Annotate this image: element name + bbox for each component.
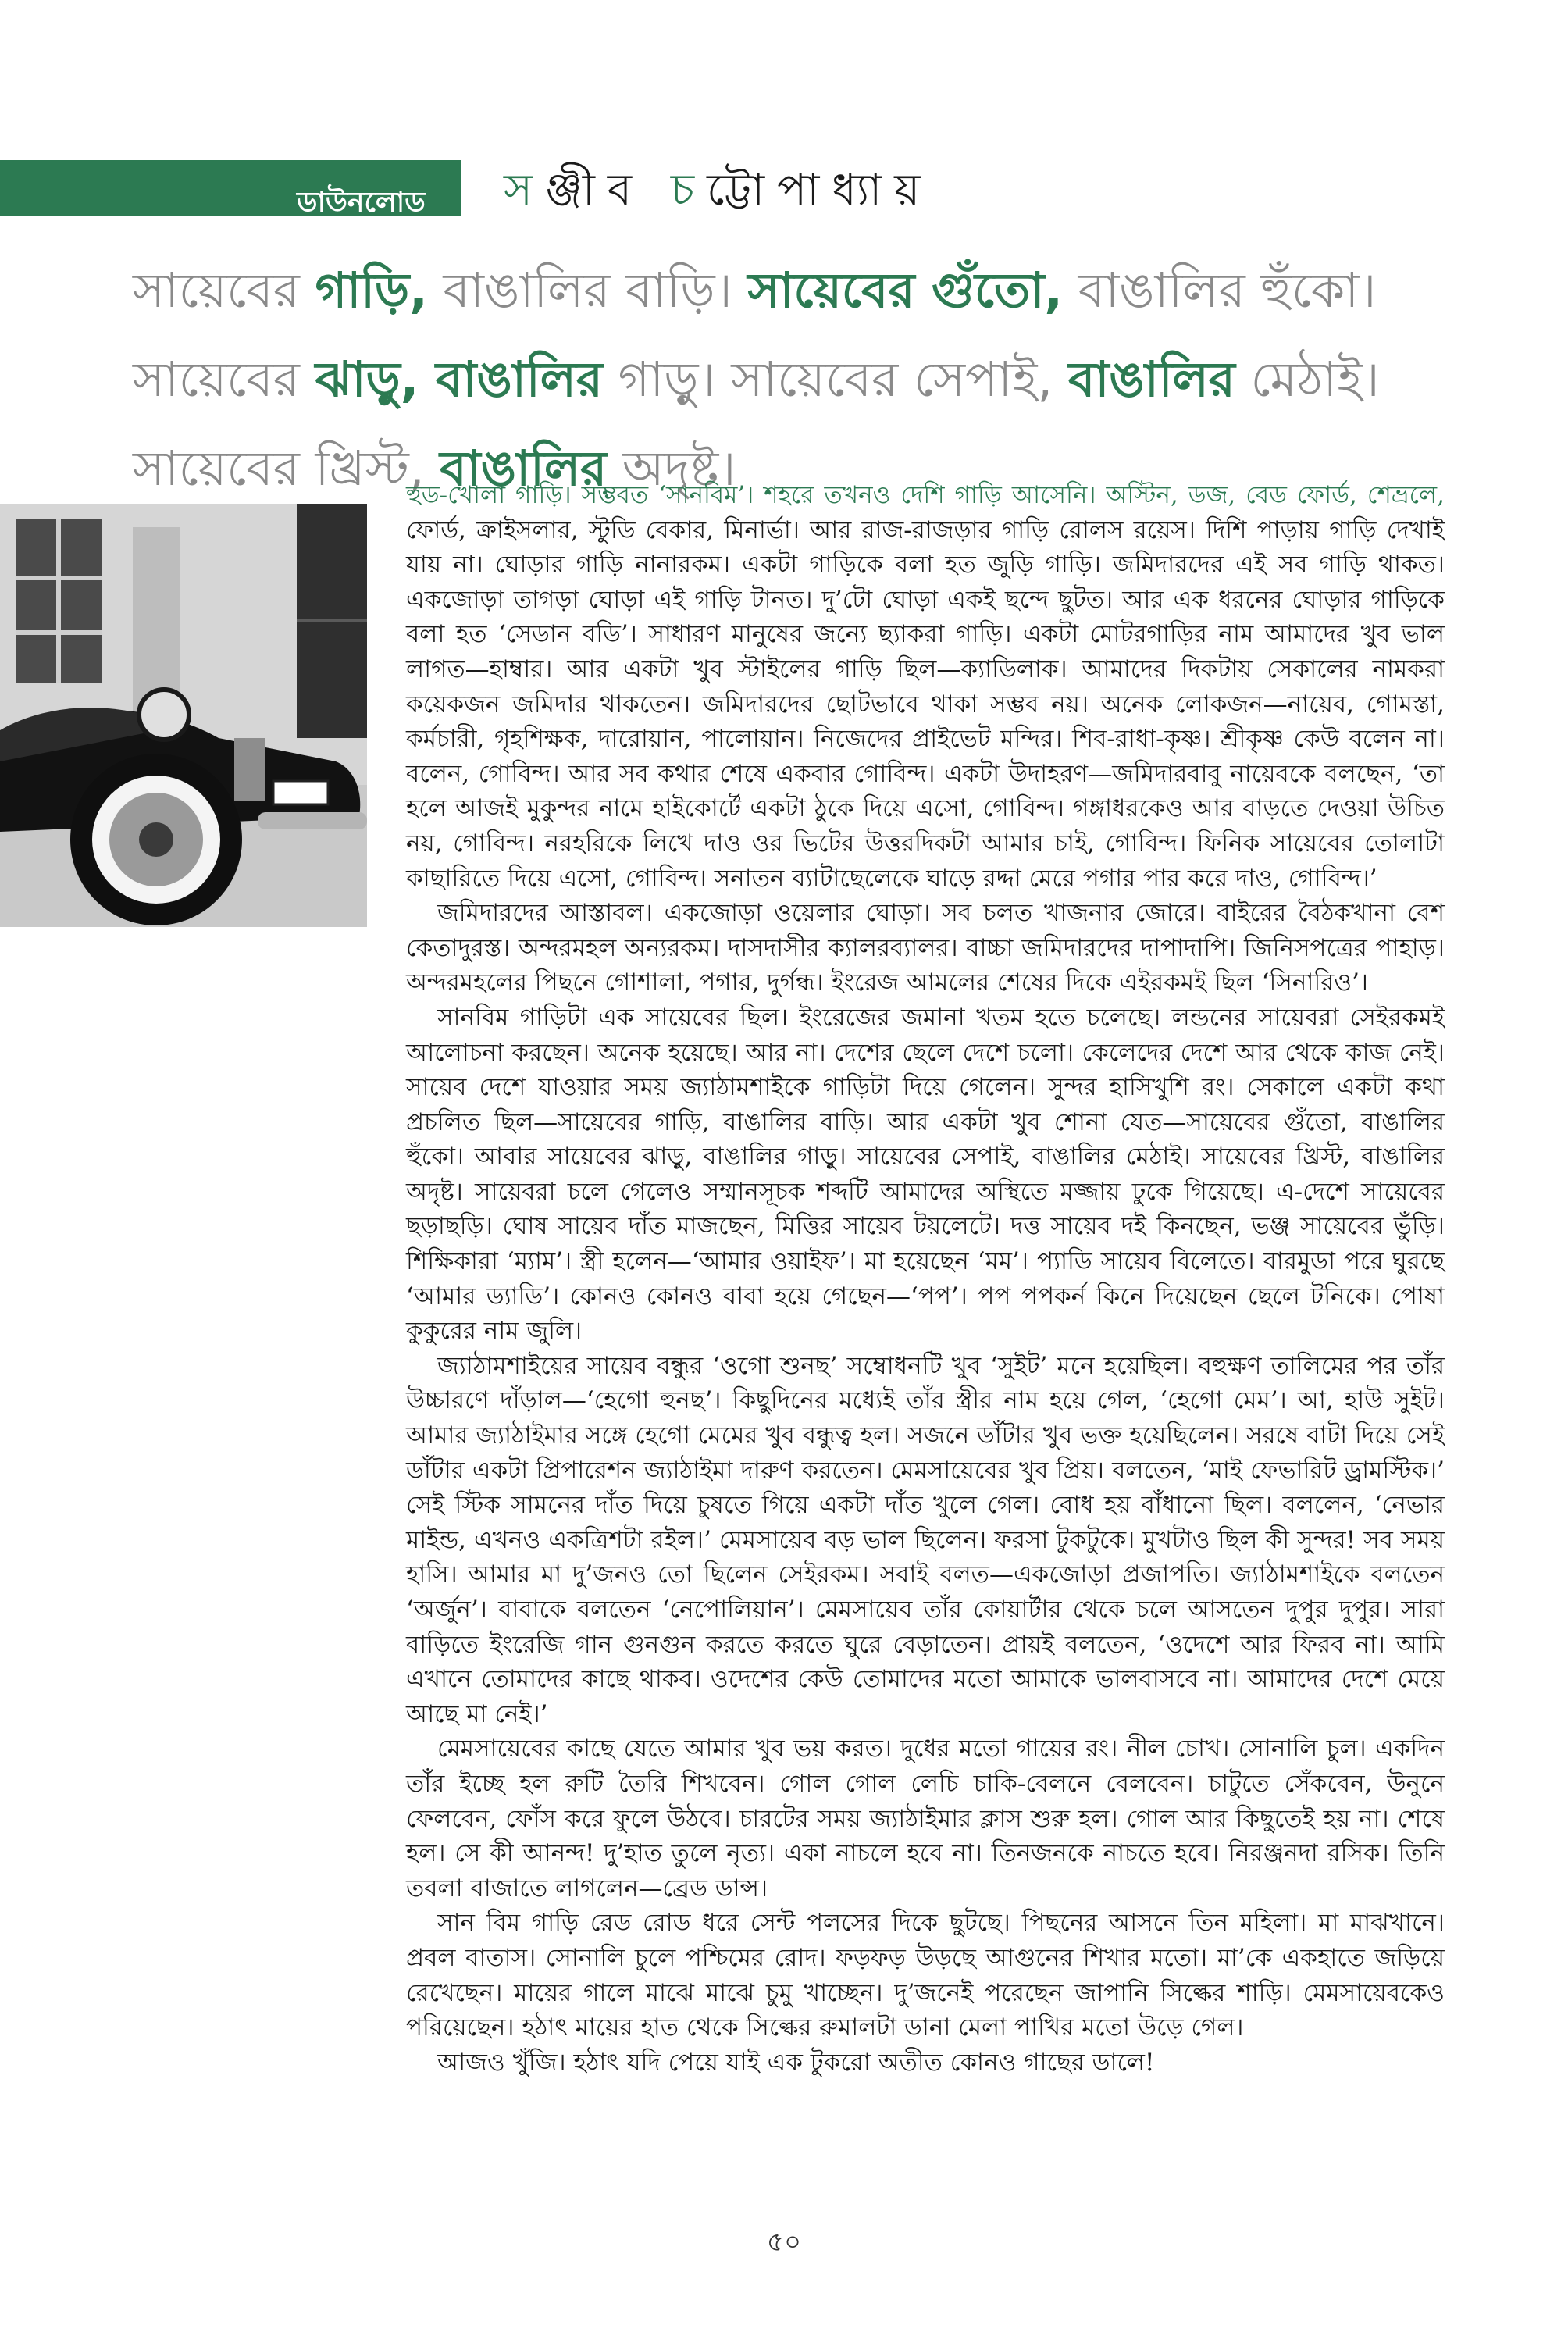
article-body <box>406 478 1445 2080</box>
paragraph <box>406 478 1445 896</box>
paragraph-lead: হুড-খোলা গাড়ি। সম্ভবত ‘সানবিম’। শহরে তখনও দেশি গাড়ি আসেনি। অস্টিন, ডজ, বেড ফোর্ড, শেভ্রলে, <box>406 481 1445 509</box>
headline-text: সায়েবের <box>133 262 315 319</box>
headline-text: বাঙালির হুঁকো। <box>1062 262 1377 319</box>
headline-text: বাঙালির বাড়ি। <box>427 262 748 319</box>
headline-text: মেঠাই। <box>1235 351 1380 408</box>
headline-highlight: ঝাড়ু, বাঙালির <box>315 351 603 408</box>
headline-text: অদৃষ্ট। <box>607 440 736 497</box>
paragraph: মেমসায়েবের কাছে যেতে আমার খুব ভয় করত। দুধের মতো গায়ের রং। নীল চোখ। সোনালি চুল। একদিন তাঁর ইচ্ছে হল রুটি তৈরি শিখবেন। গোল গোল লেচি চাকি-বেলনে বেলবেন। চাটুতে সেঁকবেন, উনুনে ফেলবেন, ফোঁস করে ফুলে উঠবে। চারটের সময় জ্যাঠাইমার ক্লাস শুরু হল। গোল আর কিছুতেই হয় না। শেষে হল। সে কী আনন্দ! দু’হাত তুলে নৃত্য। একা নাচলে হবে না। তিনজনকে নাচতে হবে। নিরঞ্জনদা রসিক। তিনি তবলা বাজাতে লাগলেন—ব্রেড ডান্স। <box>406 1735 1445 1902</box>
headline-highlight: সায়েবের গুঁতো, <box>747 262 1063 319</box>
headline-text: গাড়ু। সায়েবের সেপাই, <box>602 351 1068 408</box>
author-name <box>504 156 932 230</box>
author-first-rest: ঞ্জীব <box>545 165 645 216</box>
headline-highlight: বাঙালির <box>1067 351 1235 408</box>
headline <box>133 246 1429 513</box>
author-first-initial: স <box>504 165 545 216</box>
paragraph: জ্যাঠামশাইয়ের সায়েব বন্ধুর ‘ওগো শুনছ’ সম্বোধনটি খুব ‘সুইট’ মনে হয়েছিল। বহুক্ষণ তালিমের পর তাঁর উচ্চারণে দাঁড়াল—‘হেগো হুনছ’। কিছুদিনের মধ্যেই তাঁর স্ত্রীর নাম হয়ে গেল, ‘হেগো মেম’। আ, হাউ সুইট। আমার জ্যাঠাইমার সঙ্গে হেগো মেমের খুব বন্ধুত্ব হল। সজনে ডাঁটার খুব ভক্ত হয়েছিলেন। সরষে বাটা দিয়ে সেই ডাঁটার একটা প্রিপারেশন জ্যাঠাইমা দারুণ করতেন। মেমসায়েবের খুব প্রিয়। বলতেন, ‘মাই ফেভারিট ড্রামস্টিক।’ সেই স্টিক সামনের দাঁত দিয়ে চুষতে গিয়ে একটা দাঁত খুলে গেল। বোধ হয় বাঁধানো ছিল। বললেন, ‘নেভার মাইন্ড, এখনও একত্রিশটা রইল।’ মেমসায়েব বড় ভাল ছিলেন। ফরসা টুকটুকে। মুখটাও ছিল কী সুন্দর! সব সময় হাসি। আমার মা দু’জনও তো ছিলেন সেইরকম। সবাই বলত—একজোড়া প্রজাপতি। জ্যাঠামশাইকে বলতেন ‘অর্জুন’। বাবাকে বলতেন ‘নেপোলিয়ান’। মেমসায়েব তাঁর কোয়ার্টার থেকে চলে আসতেন দুপুর দুপুর। সারা বাড়িতে ইংরেজি গান গুনগুন করতে করতে ঘুরে বেড়াতেন। প্রায়ই বলতেন, ‘ওদেশে আর ফিরব না। আমি এখানে তোমাদের কাছে থাকব। ওদেশের কেউ তোমাদের মতো আমাকে ভালবাসবে না। আমাদের দেশে মেয়ে আছে মা নেই।’ <box>406 1351 1445 1728</box>
headline-line-1 <box>133 246 1429 335</box>
paragraph: সানবিম গাড়িটা এক সায়েবের ছিল। ইংরেজের জমানা খতম হতে চলেছে। লন্ডনের সায়েবরা সেইরকমই আলোচনা করছেন। অনেক হয়েছে। আর না। দেশের ছেলে দেশে চলো। কেলেদের দেশে আর থেকে কাজ নেই। সায়েব দেশে যাওয়ার সময় জ্যাঠামশাইকে গাড়িটা দিয়ে গেলেন। সুন্দর হাসিখুশি রং। সেকালে একটা কথা প্রচলিত ছিল—সায়েবের গাড়ি, বাঙালির বাড়ি। আর একটা খুব শোনা যেত—সায়েবের গুঁতো, বাঙালির হুঁকো। আবার সায়েবের ঝাড়ু, বাঙালির গাড়ু। সায়েবের সেপাই, বাঙালির মেঠাই। সায়েবের খ্রিস্ট, বাঙালির অদৃষ্ট। সায়েবরা চলে গেলেও সম্মানসূচক শব্দটি আমাদের অস্থিতে মজ্জায় ঢুকে গিয়েছে। এ-দেশে সায়েবের ছড়াছড়ি। ঘোষ সায়েব দাঁত মাজছেন, মিত্তির সায়েব টয়লেটে। দত্ত সায়েব দই কিনছেন, ভঞ্জ সায়েবের ভুঁড়ি। শিক্ষিকারা ‘ম্যাম’। স্ত্রী হলেন—‘আমার ওয়াইফ’। মা হয়েছেন ‘মম’। প্যাডি সায়েব বিলেতে। বারমুডা পরে ঘুরছে ‘আমার ড্যাডি’। কোনও কোনও বাবা হয়ে গেছেন—‘পপ’। পপ পপকর্ন কিনে দিয়েছেন ছেলে টনিকে। পোষা কুকুরের নাম জুলি। <box>406 1003 1445 1346</box>
author-last-initial: চ <box>670 165 707 216</box>
car-illustration <box>0 504 367 927</box>
paragraph-text: ফোর্ড, ক্রাইসলার, স্টুডি বেকার, মিনার্ভা। আর রাজ-রাজড়ার গাড়ি রোলস রয়েস। দিশি পাড়ায় গাড়ি দেখাই যায় না। ঘোড়ার গাড়ি নানারকম। একটা গাড়িকে বলা হত জুড়ি গাড়ি। জমিদারদের এই সব গাড়ি থাকত। একজোড়া তাগড়া ঘোড়া এই গাড়ি টানত। দু’টো ঘোড়া একই ছন্দে ছুটত। আর এক ধরনের ঘোড়ার গাড়িকে বলা হত ‘সেডান বডি’। সাধারণ মানুষের জন্যে ছ্যাকরা গাড়ি। একটা মোটরগাড়ির নাম আমাদের খুব ভাল লাগত—হাম্বার। আর একটা খুব স্টাইলের গাড়ি ছিল—ক্যাডিলাক। আমাদের দিকটায় সেকালের নামকরা কয়েকজন জমিদার থাকতেন। জমিদারদের ছোটভাবে থাকা সম্ভব নয়। অনেক লোকজন—নায়েব, গোমস্তা, কর্মচারী, গৃহশিক্ষক, দারোয়ান, পালোয়ান। নিজেদের প্রাইভেট মন্দির। শিব-রাধা-কৃষ্ণ। শ্রীকৃষ্ণ কেউ বলেন না। বলেন, গোবিন্দ। আর সব কথার শেষে একবার গোবিন্দ। একটা উদাহরণ—জমিদারবাবু নায়েবকে বলছেন, ‘তা হলে আজই মুকুন্দর নামে হাইকোর্টে একটা ঠুকে দিয়ে এসো, গোবিন্দ। গঙ্গাধরকেও আর বাড়তে দেওয়া উচিত নয়, গোবিন্দ। নরহরিকে লিখে দাও ওর ভিটের উত্তরদিকটা আমার চাই, গোবিন্দ। ফিনিক সায়েবের তোলাটা কাছারিতে দিয়ে এসো, গোবিন্দ। সনাতন ব্যাটাছেলেকে ঘাড়ে রদ্দা মেরে পগার পার করে দাও, গোবিন্দ।’ <box>406 515 1445 893</box>
paragraph: সান বিম গাড়ি রেড রোড ধরে সেন্ট পলসের দিকে ছুটছে। পিছনের আসনে তিন মহিলা। মা মাঝখানে। প্রবল বাতাস। সোনালি চুলে পশ্চিমের রোদ। ফড়ফড় উড়ছে আগুনের শিখার মতো। মা’কে একহাতে জড়িয়ে রেখেছেন। মায়ের গালে মাঝে মাঝে চুমু খাচ্ছেন। দু’জনেই পরেছেন জাপানি সিল্কের শাড়ি। মেমসায়েবকেও পরিয়েছেন। হঠাৎ মায়ের হাত থেকে সিল্কের রুমালটা ডানা মেলা পাখির মতো উড়ে গেল। <box>406 1909 1445 2042</box>
author-last-rest: ট্টোপাধ্যায় <box>707 165 933 216</box>
paragraph: আজও খুঁজি। হঠাৎ যদি পেয়ে যাই এক টুকরো অতীত কোনও গাছের ডালে! <box>437 2048 1155 2077</box>
headline-line-2 <box>133 335 1429 424</box>
headline-highlight: বাঙালির <box>440 440 608 497</box>
headline-text: সায়েবের খ্রিস্ট, <box>133 440 440 497</box>
section-label: ডাউনলোড <box>297 187 426 219</box>
headline-highlight: গাড়ি, <box>315 262 428 319</box>
vintage-car-photo <box>0 504 367 927</box>
page-number: ৫০ <box>766 2227 802 2258</box>
paragraph: জমিদারদের আস্তাবল। একজোড়া ওয়েলার ঘোড়া। সব চলত খাজনার জোরে। বাইরের বৈঠকখানা বেশ কেতাদুরস্ত। অন্দরমহল অন্যরকম। দাসদাসীর ক্যালরব্যালর। বাচ্চা জমিদারদের দাপাদাপি। জিনিসপত্রের পাহাড়। অন্দরমহলের পিছনে গোশালা, পগার, দুর্গন্ধ। ইংরেজ আমলের শেষের দিকে এইরকমই ছিল ‘সিনারিও’। <box>406 899 1445 997</box>
headline-text: সায়েবের <box>133 351 315 408</box>
